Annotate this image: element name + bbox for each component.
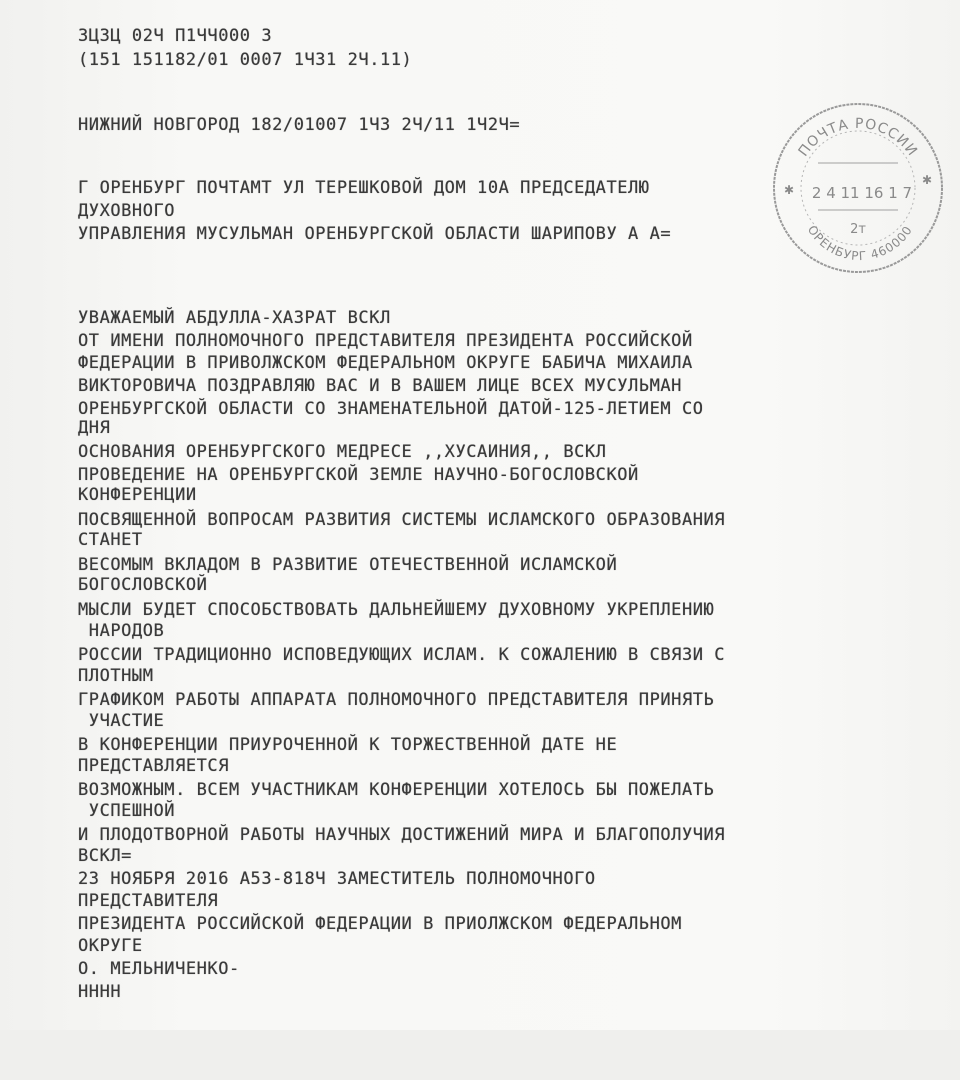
message-line: ОРЕНБУРГСКОЙ ОБЛАСТИ СО ЗНАМЕНАТЕЛЬНОЙ ДАТОЙ-125-ЛЕТИЕМ СО [78,399,704,419]
message-line: ВЕСОМЫМ ВКЛАДОМ В РАЗВИТИЕ ОТЕЧЕСТВЕННОЙ ИСЛАМСКОЙ [78,555,618,575]
stamp-bottom-text: ОРЕНБУРГ 460000 [804,222,916,264]
stamp-right-star: ✱ [922,173,933,187]
telegram-reference-line: (151 151182/01 0007 1Ч31 2Ч.11) [78,50,413,70]
message-line: ГРАФИКОМ РАБОТЫ АППАРАТА ПОЛНОМОЧНОГО ПРЕДСТАВИТЕЛЯ ПРИНЯТЬ [78,690,715,710]
message-line: УСПЕШНОЙ [78,801,176,821]
message-line: ПОСВЯЩЕННОЙ ВОПРОСАМ РАЗВИТИЯ СИСТЕМЫ ИСЛАМСКОГО ОБРАЗОВАНИЯ [78,510,726,530]
message-line: МЫСЛИ БУДЕТ СПОСОБСТВОВАТЬ ДАЛЬНЕЙШЕМУ ДУХОВНОМУ УКРЕПЛЕНИЮ [78,600,715,620]
message-line: БОГОСЛОВСКОЙ [78,575,208,595]
message-line: ОТ ИМЕНИ ПОЛНОМОЧНОГО ПРЕДСТАВИТЕЛЯ ПРЕЗИДЕНТА РОССИЙСКОЙ [78,331,693,351]
telegram-origin-line: НИЖНИЙ НОВГОРОД 182/01007 1Ч3 2Ч/11 1Ч2Ч= [78,115,521,135]
address-line: ДУХОВНОГО [78,201,176,221]
telegram-code-line: ЗЦЗЦ 02Ч П1ЧЧ000 З [78,26,273,46]
end-marker-line: НННН [78,982,122,1002]
postal-stamp-graphic [770,100,946,276]
message-line: ДНЯ [78,418,111,438]
message-line: ПЛОТНЫМ [78,666,154,686]
footer-line: ПРЕЗИДЕНТА РОССИЙСКОЙ ФЕДЕРАЦИИ В ПРИОЛЖСКОМ ФЕДЕРАЛЬНОМ [78,914,682,934]
footer-line: ПРЕДСТАВИТЕЛЯ [78,891,219,911]
message-line: ОСНОВАНИЯ ОРЕНБУРГСКОГО МЕДРЕСЕ ,,ХУСАИНИЯ,, ВСКЛ [78,442,607,462]
address-line: Г ОРЕНБУРГ ПОЧТАМТ УЛ ТЕРЕШКОВОЙ ДОМ 10А ПРЕДСЕДАТЕЛЮ [78,178,650,198]
message-line: ФЕДЕРАЦИИ В ПРИВОЛЖСКОМ ФЕДЕРАЛЬНОМ ОКРУГЕ БАБИЧА МИХАИЛА [78,353,693,373]
message-line: СТАНЕТ [78,530,143,550]
address-line: УПРАВЛЕНИЯ МУСУЛЬМАН ОРЕНБУРГСКОЙ ОБЛАСТИ ШАРИПОВУ А А= [78,224,672,244]
message-line: ПРОВЕДЕНИЕ НА ОРЕНБУРГСКОЙ ЗЕМЛЕ НАУЧНО-БОГОСЛОВСКОЙ [78,465,639,485]
stamp-top-text: ПОЧТА РОССИИ [795,115,921,160]
message-line: НАРОДОВ [78,621,165,641]
message-line: ВОЗМОЖНЫМ. ВСЕМ УЧАСТНИКАМ КОНФЕРЕНЦИИ ХОТЕЛОСЬ БЫ ПОЖЕЛАТЬ [78,780,715,800]
footer-line: 23 НОЯБРЯ 2016 А53-818Ч ЗАМЕСТИТЕЛЬ ПОЛНОМОЧНОГО [78,869,596,889]
stamp-left-star: ✱ [784,183,795,197]
signature-line: О. МЕЛЬНИЧЕНКО- [78,959,240,979]
message-line: ПРЕДСТАВЛЯЕТСЯ [78,756,229,776]
message-line: КОНФЕРЕНЦИИ [78,485,197,505]
postal-stamp [770,100,946,276]
footer-line: ОКРУГЕ [78,936,143,956]
stamp-date: 2 4 11 16 1 7 [811,184,913,202]
message-line: ВИКТОРОВИЧА ПОЗДРАВЛЯЮ ВАС И В ВАШЕМ ЛИЦЕ ВСЕХ МУСУЛЬМАН [78,376,682,396]
message-line: ВСКЛ= [78,846,132,866]
paper-bottom-edge [0,1030,960,1080]
message-line: УВАЖАЕМЫЙ АБДУЛЛА-ХАЗРАТ ВСКЛ [78,308,391,328]
message-line: И ПЛОДОТВОРНОЙ РАБОТЫ НАУЧНЫХ ДОСТИЖЕНИЙ МИРА И БЛАГОПОЛУЧИЯ [78,825,726,845]
message-line: В КОНФЕРЕНЦИИ ПРИУРОЧЕННОЙ К ТОРЖЕСТВЕННОЙ ДАТЕ НЕ [78,735,618,755]
message-line: РОССИИ ТРАДИЦИОННО ИСПОВЕДУЮЩИХ ИСЛАМ. К СОЖАЛЕНИЮ В СВЯЗИ С [78,645,726,665]
stamp-number: 2т [850,222,866,237]
message-line: УЧАСТИЕ [78,711,165,731]
